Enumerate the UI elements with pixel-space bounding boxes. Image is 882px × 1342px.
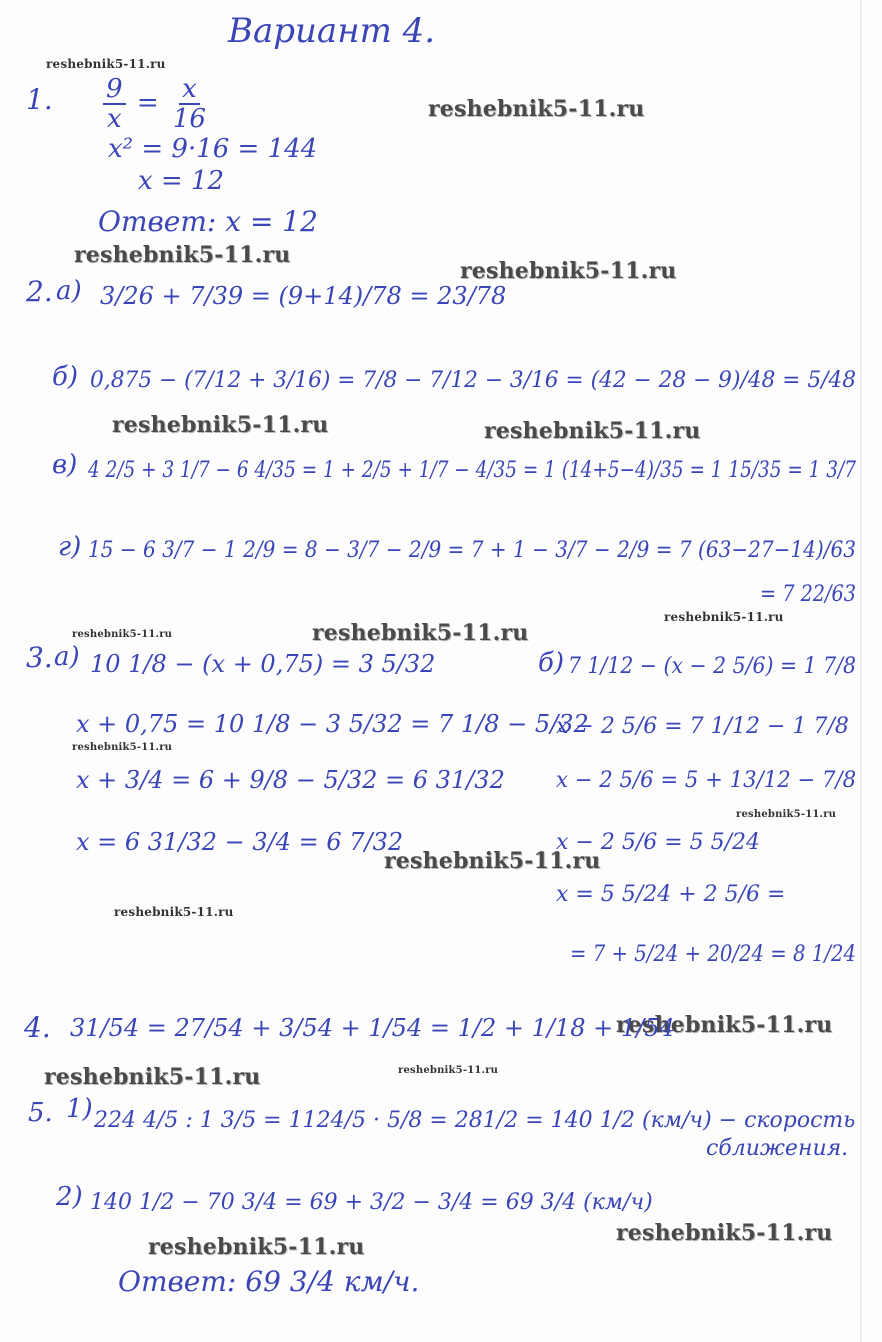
task3-b5: x = 5 5/24 + 2 5/6 =: [556, 882, 786, 907]
watermark: reshebnik5-11.ru: [148, 1234, 365, 1260]
watermark: reshebnik5-11.ru: [616, 1012, 833, 1038]
task4-number: 4.: [24, 1011, 51, 1044]
task2-number: 2.: [26, 275, 53, 308]
task1-equation: $\frac{9}{x}$ = $\frac{x}{16}$: [100, 76, 212, 132]
page-title: Вариант 4.: [228, 11, 436, 51]
watermark: reshebnik5-11.ru: [398, 1065, 499, 1076]
task5-number: 5.: [28, 1098, 53, 1128]
task3-a1: 10 1/8 − (x + 0,75) = 3 5/32: [90, 650, 436, 678]
watermark: reshebnik5-11.ru: [428, 96, 645, 122]
watermark: reshebnik5-11.ru: [664, 610, 784, 624]
task4-line: 31/54 = 27/54 + 3/54 + 1/54 = 1/2 + 1/18 + 1/54: [70, 1014, 675, 1042]
task2-a-line: 3/26 + 7/39 = (9+14)/78 = 23/78: [100, 282, 507, 310]
task3-a2: x + 0,75 = 10 1/8 − 3 5/32 = 7 1/8 − 5/32: [76, 710, 589, 738]
watermark: reshebnik5-11.ru: [112, 412, 329, 438]
task2-g-line: 15 − 6 3/7 − 1 2/9 = 8 − 3/7 − 2/9 = 7 + 1 − 3/7 − 2/9 = 7 (63−27−14)/63: [88, 538, 856, 563]
watermark: reshebnik5-11.ru: [114, 905, 234, 919]
watermark: reshebnik5-11.ru: [312, 620, 529, 646]
task3-b3: x − 2 5/6 = 5 + 13/12 − 7/8: [556, 768, 857, 793]
task3-a3: x + 3/4 = 6 + 9/8 − 5/32 = 6 31/32: [76, 766, 505, 794]
watermark: reshebnik5-11.ru: [484, 418, 701, 444]
watermark: reshebnik5-11.ru: [46, 57, 166, 71]
watermark: reshebnik5-11.ru: [44, 1064, 261, 1090]
task5-step1-line-cont: сближения.: [706, 1136, 849, 1161]
watermark: reshebnik5-11.ru: [72, 629, 173, 640]
task5-step2-line: 140 1/2 − 70 3/4 = 69 + 3/2 − 3/4 = 69 3/4 (км/ч): [90, 1190, 653, 1215]
task1-answer: Ответ: x = 12: [98, 205, 318, 238]
task2-a-label: а): [56, 276, 82, 306]
task5-step2-label: 2): [56, 1182, 83, 1212]
task2-b-line: 0,875 − (7/12 + 3/16) = 7/8 − 7/12 − 3/16 = (42 − 28 − 9)/48 = 5/48: [90, 368, 857, 393]
watermark: reshebnik5-11.ru: [460, 258, 677, 284]
task2-g-label: г): [58, 532, 82, 562]
task1-number: 1.: [26, 83, 53, 116]
page-edge: [860, 0, 862, 1342]
task3-b-label: б): [538, 648, 565, 678]
task3-b1: 7 1/12 − (x − 2 5/6) = 1 7/8: [568, 654, 857, 679]
watermark: reshebnik5-11.ru: [74, 242, 291, 268]
task2-v-line: 4 2/5 + 3 1/7 − 6 4/35 = 1 + 2/5 + 1/7 − 4/35 = 1 (14+5−4)/35 = 1 15/35 = 1 3/7: [88, 458, 856, 483]
task1-line2: x² = 9·16 = 144: [108, 134, 318, 164]
task3-b4: x − 2 5/6 = 5 5/24: [556, 830, 761, 855]
task5-step1-line: 224 4/5 : 1 3/5 = 1124/5 · 5/8 = 281/2 = 140 1/2 (км/ч) − скорость: [94, 1108, 856, 1133]
task1-line3: x = 12: [138, 166, 225, 196]
watermark: reshebnik5-11.ru: [384, 848, 601, 874]
task2-v-label: в): [52, 450, 78, 480]
task5-step1-label: 1): [66, 1094, 93, 1124]
watermark: reshebnik5-11.ru: [736, 809, 837, 820]
task3-b6: = 7 + 5/24 + 20/24 = 8 1/24: [570, 942, 856, 967]
task5-answer: Ответ: 69 3/4 км/ч.: [118, 1265, 420, 1298]
watermark: reshebnik5-11.ru: [616, 1220, 833, 1246]
watermark: reshebnik5-11.ru: [72, 742, 173, 753]
task3-b2: x − 2 5/6 = 7 1/12 − 1 7/8: [556, 714, 849, 739]
task3-a-label: а): [54, 642, 80, 672]
task2-b-label: б): [52, 362, 79, 392]
task3-number: 3.: [26, 641, 53, 674]
task2-g-line2: = 7 22/63: [760, 582, 856, 607]
task3-a4: x = 6 31/32 − 3/4 = 6 7/32: [76, 828, 404, 856]
